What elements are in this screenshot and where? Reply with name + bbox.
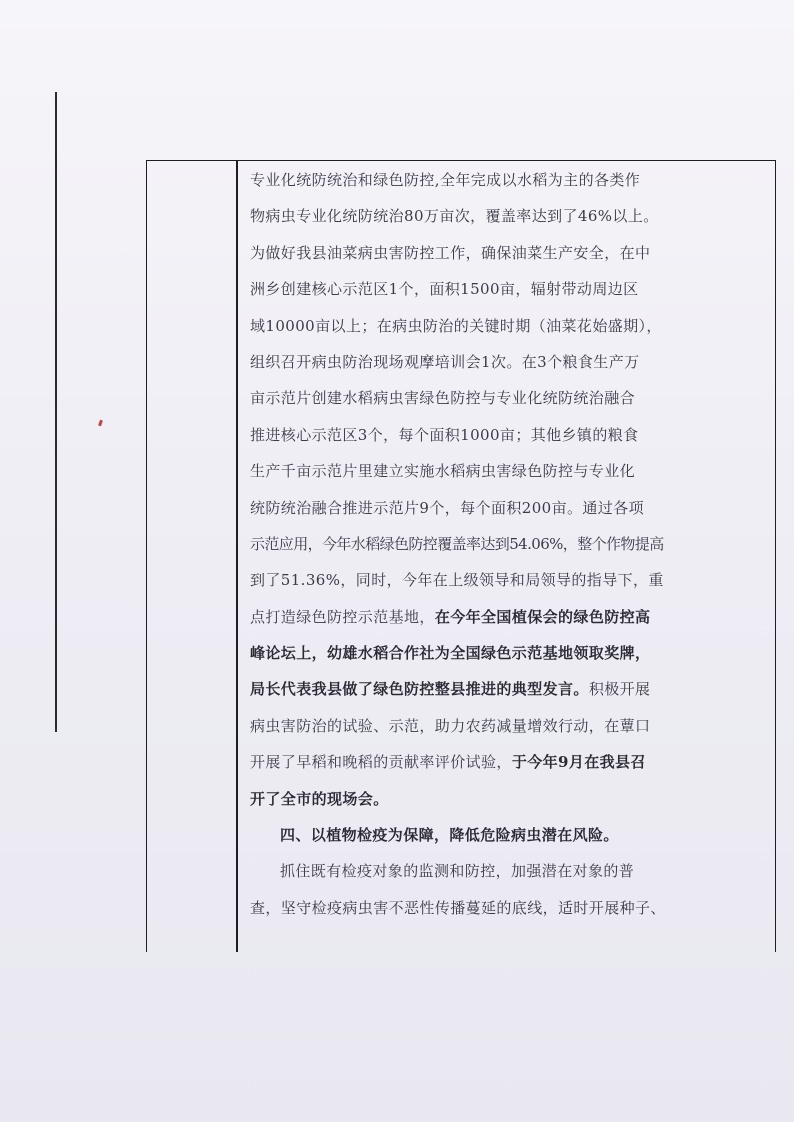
section-heading: 四、以植物检疫为保障，降低危险病虫潜在风险。: [280, 826, 619, 845]
body-line: 物病虫专业化统防统治80万亩次，覆盖率达到了46%以上。: [250, 207, 659, 226]
body-line: 域10000亩以上；在病虫防治的关键时期（油菜花始盛期），: [250, 316, 662, 335]
body-line: 到了51.36%，同时，今年在上级领导和局领导的指导下，重: [250, 571, 664, 590]
body-text: 点打造绿色防控示范基地，: [250, 607, 435, 626]
body-line: 洲乡创建核心示范区1个，面积1500亩，辐射带动周边区: [250, 280, 639, 299]
body-line: 专业化统防统治和绿色防控,全年完成以水稻为主的各类作: [250, 171, 641, 189]
body-line: 为做好我县油菜病虫害防控工作，确保油菜生产安全，在中: [250, 243, 651, 262]
table-column-divider: [236, 160, 238, 952]
bold-text: 局长代表我县做了绿色防控整县推进的典型发言。: [250, 680, 589, 699]
body-text: 开展了早稻和晚稻的贡献率评价试验，: [250, 753, 512, 772]
body-line-mixed: [250, 744, 670, 780]
bold-line: 峰论坛上，幼雄水稻合作社为全国绿色示范基地领取奖牌，: [250, 644, 651, 663]
body-line: 示范应用，今年水稻绿色防控覆盖率达到54.06%，整个作物提高: [250, 534, 664, 553]
body-line: 亩示范片创建水稻病虫害绿色防控与专业化统防统治融合: [250, 389, 636, 408]
body-text: 积极开展: [588, 680, 651, 699]
body-line-mixed: [250, 599, 670, 635]
bold-text: 在今年全国植保会的绿色防控高: [434, 607, 651, 626]
body-line: 组织召开病虫防治现场观摩培训会1次。在3个粮食生产万: [250, 352, 640, 371]
bold-text: 于今年9月在我县召: [511, 753, 646, 772]
body-line: 推进核心示范区3个，每个面积1000亩；其他乡镇的粮食: [250, 425, 639, 444]
body-line: 病虫害防治的试验、示范，助力农药减量增效行动，在蕈口: [250, 716, 651, 735]
binding-edge-line: [55, 92, 57, 732]
body-line: 统防统治融合推进示范片9个，每个面积200亩。通过各项: [250, 498, 644, 517]
paragraph-line: 抓住既有检疫对象的监测和防控，加强潜在对象的普: [280, 862, 635, 881]
paragraph-line: 查，坚守检疫病虫害不恶性传播蔓延的底线，适时开展种子、: [250, 898, 666, 917]
body-line-mixed: [250, 671, 670, 707]
document-body: [250, 162, 670, 926]
bold-line: 开了全市的现场会。: [250, 789, 389, 808]
body-line: 生产千亩示范片里建立实施水稻病虫害绿色防控与专业化: [250, 462, 636, 481]
